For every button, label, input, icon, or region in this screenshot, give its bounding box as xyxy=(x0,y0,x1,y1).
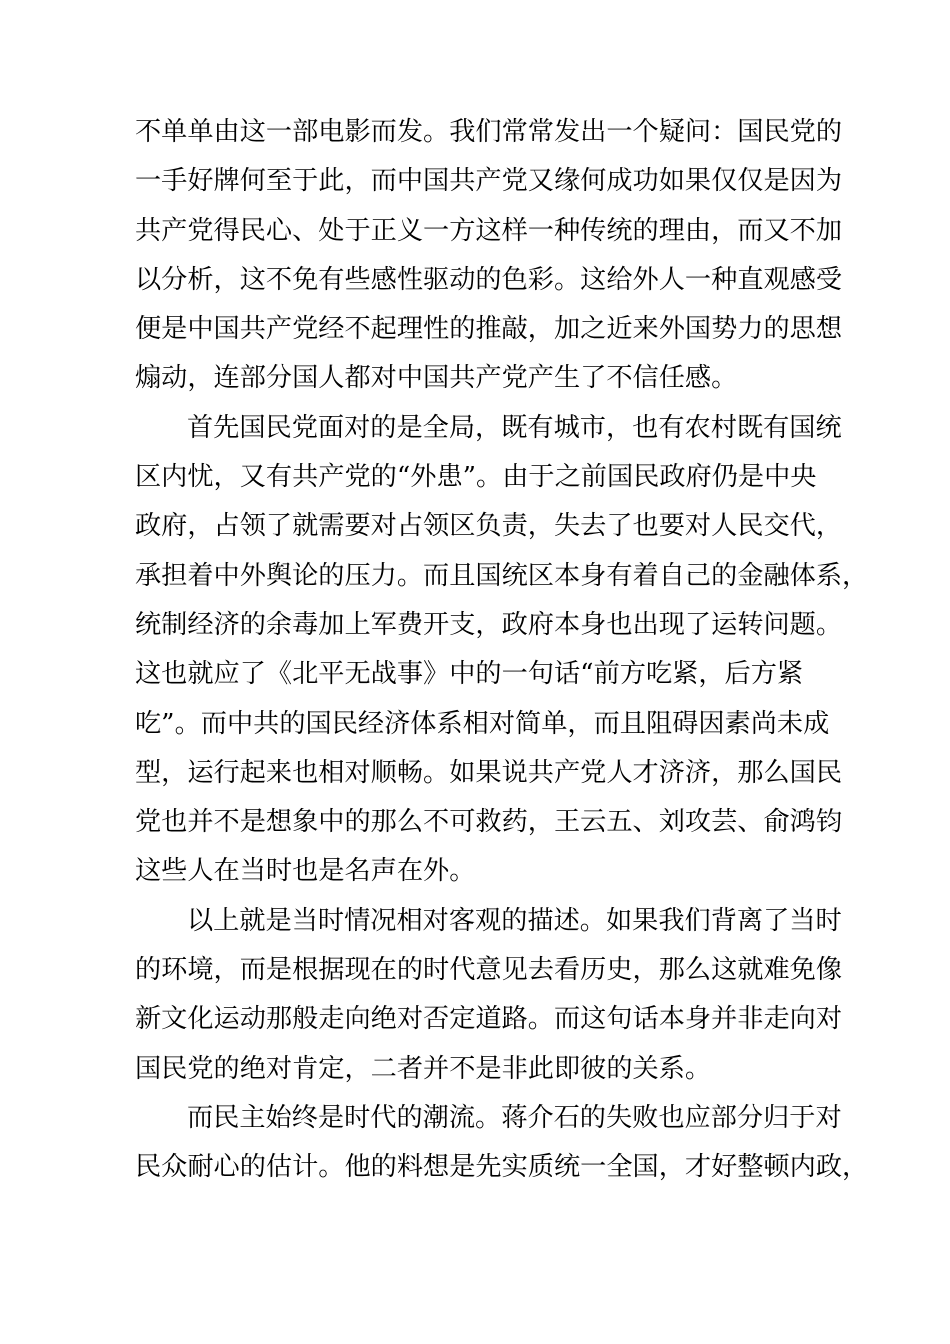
text-line: 不单单由这一部电影而发。我们常常发出一个疑问：国民党的 xyxy=(135,117,843,147)
text-line: 国民党的绝对肯定，二者并不是非此即彼的关系。 xyxy=(135,1053,712,1084)
text-line: 便是中国共产党经不起理性的推敲，加之近来外国势力的思想 xyxy=(135,314,843,345)
text-line: 这些人在当时也是名声在外。 xyxy=(135,856,476,887)
text-line: 新文化运动那般走向绝对否定道路。而这句话本身并非走向对 xyxy=(135,1004,843,1035)
text-line: 以分析，这不免有些感性驱动的色彩。这给外人一种直观感受 xyxy=(135,264,843,295)
text-line: 的环境，而是根据现在的时代意见去看历史，那么这就难免像 xyxy=(135,955,843,986)
text-line: 以上就是当时情况相对客观的描述。如果我们背离了当时 xyxy=(187,905,842,936)
text-line: 首先国民党面对的是全局，既有城市，也有农村既有国统 xyxy=(187,412,842,443)
text-line: 型，运行起来也相对顺畅。如果说共产党人才济济，那么国民 xyxy=(135,757,843,788)
text-line: 吃”。而中共的国民经济体系相对简单，而且阻碍因素尚未成 xyxy=(135,708,830,739)
text-line: 煽动，连部分国人都对中国共产党产生了不信任感。 xyxy=(135,363,738,394)
text-line: 一手好牌何至于此，而中国共产党又缘何成功如果仅仅是因为 xyxy=(135,166,843,197)
text-line: 承担着中外舆论的压力。而且国统区本身有着自己的金融体系， xyxy=(135,560,869,591)
document-body xyxy=(135,108,869,1193)
text-line: 这也就应了《北平无战事》中的一句话“前方吃紧，后方紧 xyxy=(135,659,804,690)
text-line: 民众耐心的估计。他的料想是先实质统一全国，才好整顿内政， xyxy=(135,1152,869,1183)
text-line: 共产党得民心、处于正义一方这样一种传统的理由，而又不加 xyxy=(135,215,843,246)
text-line: 而民主始终是时代的潮流。蒋介石的失败也应部分归于对 xyxy=(187,1102,842,1133)
text-line: 区内忧，又有共产党的“外患”。由于之前国民政府仍是中央 xyxy=(135,462,817,493)
text-line: 统制经济的余毒加上军费开支，政府本身也出现了运转问题。 xyxy=(135,609,843,640)
text-line: 党也并不是想象中的那么不可救药，王云五、刘攻芸、俞鸿钧 xyxy=(135,807,843,838)
text-line: 政府，占领了就需要对占领区负责，失去了也要对人民交代， xyxy=(135,511,843,542)
